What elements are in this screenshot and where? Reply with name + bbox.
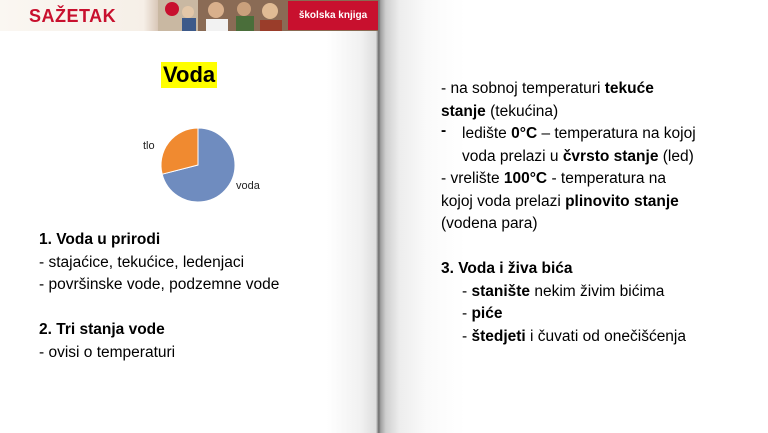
right-text-block — [441, 78, 696, 348]
book-gutter — [376, 0, 381, 433]
section1-item: - površinske vode, podzemne vode — [39, 276, 280, 293]
header-band — [0, 0, 378, 31]
section2-item: - ovisi o temperaturi — [39, 343, 176, 361]
text-line: - vrelište 100°C - temperatura na — [441, 170, 667, 187]
text-line: stanje (tekućina) — [441, 102, 559, 120]
section3-heading: 3. Voda i živa bića — [441, 260, 573, 277]
pie-chart — [140, 125, 290, 205]
text-line: - ledište 0°C – temperatura na kojoj — [441, 122, 696, 142]
section3-item: - piće — [462, 305, 503, 322]
text-line: - na sobnoj temperaturi tekuće — [441, 80, 654, 97]
section2-heading: 2. Tri stanja vode — [39, 321, 165, 338]
pie-label-tlo: tlo — [143, 140, 155, 152]
text-line: voda prelazi u čvrsto stanje (led) — [462, 147, 694, 165]
section3-item: - stanište nekim živim bićima — [462, 282, 665, 300]
section3-item: - štedjeti i čuvati od onečišćenja — [462, 327, 686, 345]
text-line: (vodena para) — [441, 215, 538, 232]
header-title: SAŽETAK — [29, 6, 117, 26]
section1-heading: 1. Voda u prirodi — [39, 231, 161, 248]
page-title: Voda — [163, 62, 216, 87]
section1-item: - stajaćice, tekućice, ledenjaci — [39, 253, 245, 271]
publisher-logo: školska knjiga — [288, 1, 378, 30]
left-text-block — [39, 229, 279, 364]
text-line: kojoj voda prelazi plinovito stanje — [441, 192, 679, 210]
header-photo — [158, 0, 288, 31]
pie-label-voda: voda — [236, 180, 260, 192]
